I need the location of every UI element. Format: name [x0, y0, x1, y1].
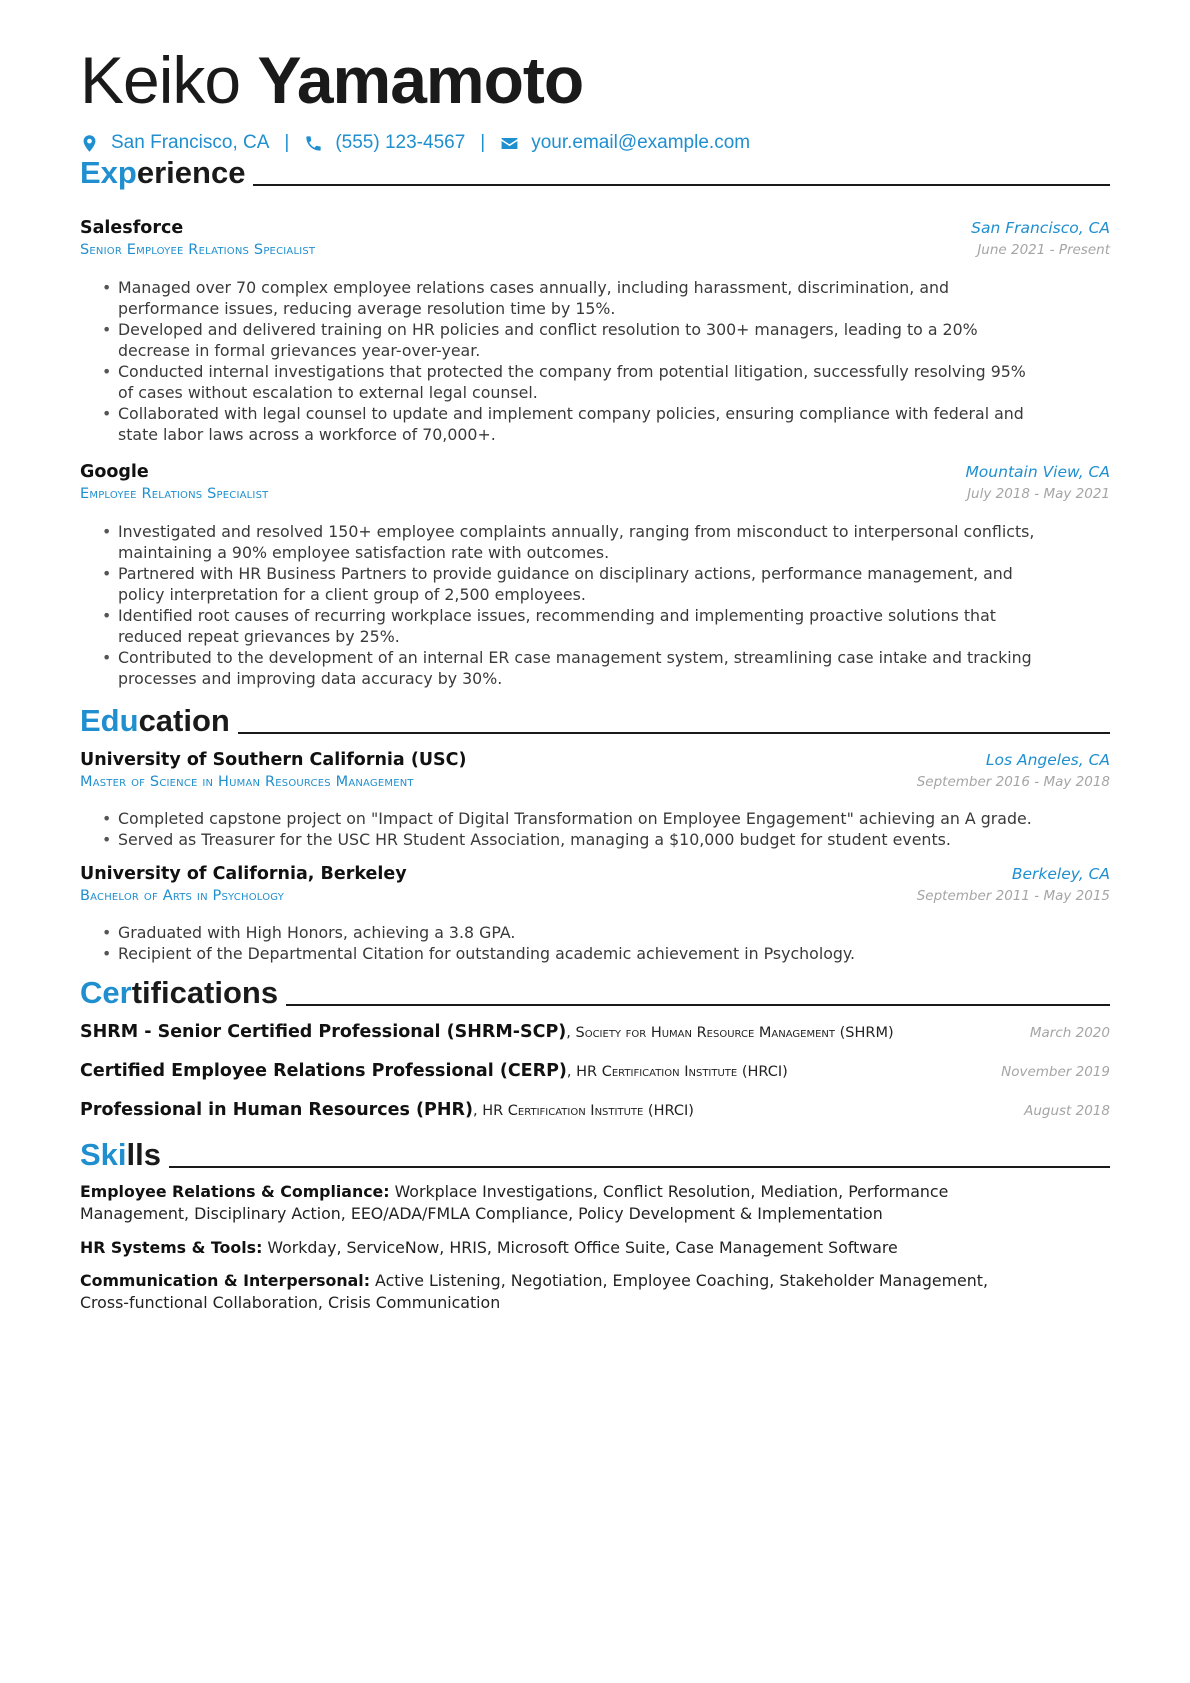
list-item: • Developed and delivered training on HR policies and conflict resolution to 300+ managers, leading to a 20% decrease in formal grievances year-over-year.: [118, 319, 1035, 361]
skill-group-items: Workplace Investigations, Conflict Resolution, Mediation, Performance Management, Disciplinary Action, EEO/ADA/FMLA Compliance, Policy Development & Implementation: [80, 1182, 949, 1223]
certification-issuer: , Society for Human Resource Management (SHRM): [566, 1025, 894, 1041]
skill-group-label: Communication & Interpersonal:: [80, 1271, 371, 1290]
job-location: Mountain View, CA: [965, 463, 1110, 481]
school-location: Berkeley, CA: [1011, 865, 1110, 883]
certification-item: [80, 1061, 1110, 1081]
certification-item: [80, 1022, 1110, 1042]
school-name: University of California, Berkeley: [80, 864, 407, 884]
certification-name: Professional in Human Resources (PHR): [80, 1100, 473, 1120]
degree: Bachelor of Arts in Psychology: [80, 888, 285, 904]
section-title: Skills: [80, 1137, 161, 1172]
candidate-name: [80, 44, 583, 116]
list-item: • Partnered with HR Business Partners to provide guidance on disciplinary actions, performance management, and policy interpretation for a client group of 2,500 employees.: [118, 563, 1035, 605]
education-bullets: [80, 922, 1035, 964]
education-section-header: [80, 700, 1110, 738]
certification-name: Certified Employee Relations Professional (CERP): [80, 1061, 567, 1081]
contact-location: [80, 132, 269, 154]
contact-separator: |: [480, 132, 486, 153]
section-divider: [286, 1004, 1110, 1006]
job-bullets: [80, 521, 1035, 689]
certification-date: August 2018: [1024, 1103, 1110, 1119]
envelope-icon: [500, 134, 519, 153]
map-pin-icon: [80, 134, 99, 153]
list-item: • Completed capstone project on "Impact of Digital Transformation on Employee Engagement" achieving an A grade.: [118, 808, 1035, 829]
skill-group: [80, 1181, 1035, 1225]
job-entry: [80, 462, 1110, 502]
certification-date: November 2019: [1001, 1064, 1110, 1080]
section-divider: [253, 184, 1110, 186]
skills-section-header: [80, 1134, 1110, 1172]
list-item: • Collaborated with legal counsel to update and implement company policies, ensuring compliance with federal and state labor laws across a workforce of 70,000+.: [118, 403, 1035, 445]
job-entry: [80, 218, 1110, 258]
email-text: your.email@example.com: [531, 132, 751, 153]
experience-section-header: [80, 152, 1110, 190]
contact-phone[interactable]: [304, 132, 465, 154]
list-item: • Served as Treasurer for the USC HR Student Association, managing a $10,000 budget for student events.: [118, 829, 1035, 850]
contact-bar: [80, 132, 750, 154]
list-item: • Identified root causes of recurring workplace issues, recommending and implementing proactive solutions that reduced repeat grievances by 25%.: [118, 605, 1035, 647]
contact-separator: |: [284, 132, 290, 153]
certification-item: [80, 1100, 1110, 1120]
list-item: • Recipient of the Departmental Citation for outstanding academic achievement in Psychology.: [118, 943, 1035, 964]
school-dates: September 2016 - May 2018: [916, 774, 1110, 790]
school-dates: September 2011 - May 2015: [916, 888, 1110, 904]
list-item: • Contributed to the development of an internal ER case management system, streamlining case intake and tracking processes and improving data accuracy by 30%.: [118, 647, 1035, 689]
contact-email[interactable]: [500, 132, 750, 154]
certification-issuer: , HR Certification Institute (HRCI): [473, 1103, 694, 1119]
last-name: Yamamoto: [257, 43, 584, 117]
company-name: Google: [80, 462, 149, 482]
list-item: • Investigated and resolved 150+ employee complaints annually, ranging from misconduct to interpersonal conflicts, maintaining a 90% employee satisfaction rate with outcomes.: [118, 521, 1035, 563]
phone-text: (555) 123-4567: [335, 132, 466, 153]
company-name: Salesforce: [80, 218, 184, 238]
phone-icon: [304, 134, 323, 153]
job-title: Employee Relations Specialist: [80, 486, 269, 502]
section-title: Experience: [80, 155, 246, 190]
job-bullets: [80, 277, 1035, 445]
list-item: • Conducted internal investigations that protected the company from potential litigation, successfully resolving 95% of cases without escalation to external legal counsel.: [118, 361, 1035, 403]
school-name: University of Southern California (USC): [80, 750, 467, 770]
section-divider: [169, 1166, 1110, 1168]
education-bullets: [80, 808, 1035, 850]
skill-group-items: Active Listening, Negotiation, Employee Coaching, Stakeholder Management, Cross-functional Collaboration, Crisis Communication: [80, 1271, 988, 1312]
education-entry: [80, 864, 1110, 904]
job-dates: July 2018 - May 2021: [967, 486, 1110, 502]
certifications-section-header: [80, 972, 1110, 1010]
skill-group-label: HR Systems & Tools:: [80, 1238, 263, 1257]
skill-group: [80, 1270, 1035, 1314]
section-title: Certifications: [80, 975, 279, 1010]
list-item: • Graduated with High Honors, achieving a 3.8 GPA.: [118, 922, 1035, 943]
skill-group-items: Workday, ServiceNow, HRIS, Microsoft Office Suite, Case Management Software: [262, 1238, 898, 1257]
certification-issuer: , HR Certification Institute (HRCI): [566, 1064, 788, 1080]
education-entry: [80, 750, 1110, 790]
certification-date: March 2020: [1029, 1025, 1110, 1041]
job-title: Senior Employee Relations Specialist: [80, 242, 316, 258]
list-item: • Managed over 70 complex employee relations cases annually, including harassment, discrimination, and performance issues, reducing average resolution time by 15%.: [118, 277, 1035, 319]
section-divider: [238, 732, 1110, 734]
school-location: Los Angeles, CA: [985, 751, 1110, 769]
job-dates: June 2021 - Present: [977, 242, 1110, 258]
location-text: San Francisco, CA: [111, 132, 270, 153]
skill-group-label: Employee Relations & Compliance:: [80, 1182, 390, 1201]
job-location: San Francisco, CA: [971, 219, 1110, 237]
skill-group: [80, 1237, 1035, 1259]
first-name: Keiko: [80, 43, 241, 117]
certification-name: SHRM - Senior Certified Professional (SHRM-SCP): [80, 1022, 567, 1042]
degree: Master of Science in Human Resources Management: [80, 774, 414, 790]
section-title: Education: [80, 703, 230, 738]
